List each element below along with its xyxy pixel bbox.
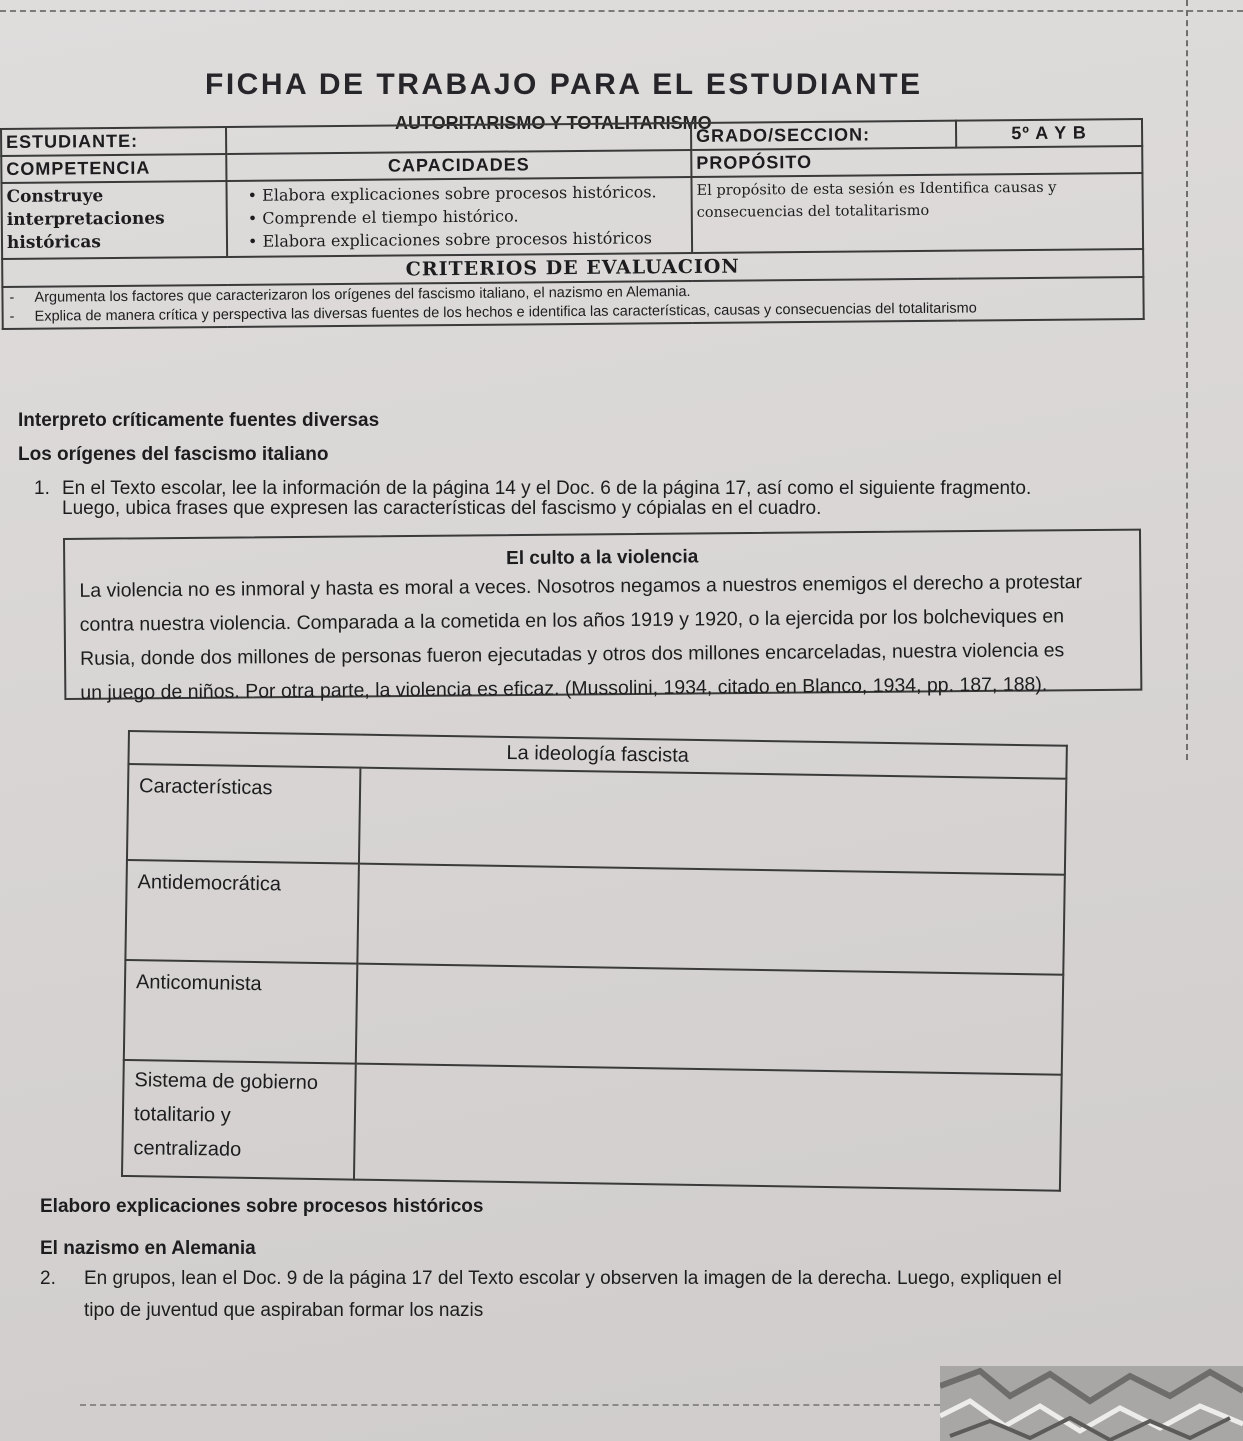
cut-line-top [0,10,1243,12]
section1-number: 1. [34,478,50,499]
worksheet-title: FICHA DE TRABAJO PARA EL ESTUDIANTE [205,68,923,101]
competencia-line: Construye [6,186,104,207]
competencia-label: COMPETENCIA [1,154,226,183]
row-label-sistema [122,1060,356,1180]
criterio-text: Argumenta los factores que caracterizaron los orígenes del fascismo italiano, el nazismo en Alemania. [34,283,691,306]
dash-bullet: - [9,308,15,325]
section1-instruction-line [62,498,821,520]
section2-number: 2. [40,1268,56,1289]
section1-instruction-line: En el Texto escolar, lee la información de la página 14 y el Doc. 6 de la página 17, así como el siguiente fragmento. [62,478,1032,499]
capacidad-item: • Comprende el tiempo histórico. [248,203,687,230]
quote-line: un juego de niños. Por otra parte, la violencia es eficaz. (Mussolini, 1934, citado en Blanco, 1934, pp. 187, 188). [80,673,1048,704]
sistema-line: totalitario y [133,1103,231,1127]
capacidades-cell [226,177,692,257]
row-label-caracteristicas: Características [127,764,360,864]
answer-cell-anticomunista[interactable] [356,964,1063,1075]
header-table [0,118,1145,330]
section2-instruction-line: tipo de juventud que aspiraban formar los nazis [84,1300,484,1321]
capacidades-label: CAPACIDADES [226,150,691,181]
criterios-title: CRITERIOS DE EVALUACION [2,249,1143,287]
grade-label: GRADO/SECCION: [691,121,956,150]
grade-value: 5º A Y B [956,119,1142,148]
cut-line-right [1186,0,1188,760]
section2-instruction-line: En grupos, lean el Doc. 9 de la página 17 del Texto escolar y observen la imagen de la derecha. Luego, expliquen el [84,1268,1062,1289]
sistema-line: centralizado [133,1137,242,1161]
criterios-cell [2,277,1143,329]
quote-line: Rusia, donde dos millones de personas fueron ejecutadas y otros dos millones encarceladas, nuestra violencia es [79,639,1065,670]
proposito-text: El propósito de esta sesión es Identifica causas y consecuencias del totalitarismo [691,173,1143,253]
capacidad-item: • Elabora explicaciones sobre procesos históricos. [247,180,686,207]
student-label: ESTUDIANTE: [1,127,226,156]
section1-heading: Interpreto críticamente fuentes diversas [18,410,380,431]
ideology-table [121,730,1068,1192]
dash-bullet: - [9,289,15,306]
capacidades-list [231,180,687,253]
competencia-cell [1,181,227,259]
section2-heading: Elaboro explicaciones sobre procesos históricos [40,1196,484,1217]
competencia-line: históricas [6,232,102,253]
section1-subheading: Los orígenes del fascismo italiano [18,444,329,465]
cut-line-bottom [80,1404,950,1406]
nazi-youth-image-fragment [940,1366,1243,1441]
section2-subheading: El nazismo en Alemania [40,1238,256,1259]
quote-line: La violencia no es inmoral y hasta es moral a veces. Nosotros negamos a nuestros enemigos el derecho a protestar [79,571,1083,602]
capacidad-item: • Elabora explicaciones sobre procesos históricos [248,226,687,253]
quote-box [63,529,1142,704]
answer-cell-antidemocratica[interactable] [357,864,1064,975]
worksheet-subtitle: AUTORITARISMO Y TOTALITARISMO [395,113,712,133]
quote-title: El culto a la violencia [506,546,699,570]
quote-line: contra nuestra violencia. Comparada a la cometida en los años 1919 y 1920, o la ejercida por los bolcheviques en [79,605,1065,636]
proposito-label: PROPÓSITO [691,146,1142,177]
instruction-text: Luego, ubica frases que expresen las características del fascismo y cópialas en el cuadro. [62,498,822,519]
criterio-text: Explica de manera crítica y perspectiva las diversas fuentes de los hechos e identifica las características, causas y consecuencias del totalitarismo [34,300,977,325]
answer-cell-caracteristicas[interactable] [359,768,1066,875]
row-label-anticomunista: Anticomunista [124,960,358,1064]
ideology-table-title: La ideología fascista [128,731,1066,779]
row-label-antidemocratica: Antidemocrática [125,860,359,964]
student-name-field[interactable] [226,123,691,154]
sistema-line: Sistema de gobierno [134,1069,319,1095]
answer-cell-sistema[interactable] [354,1064,1062,1191]
competencia-line: interpretaciones [6,208,165,230]
